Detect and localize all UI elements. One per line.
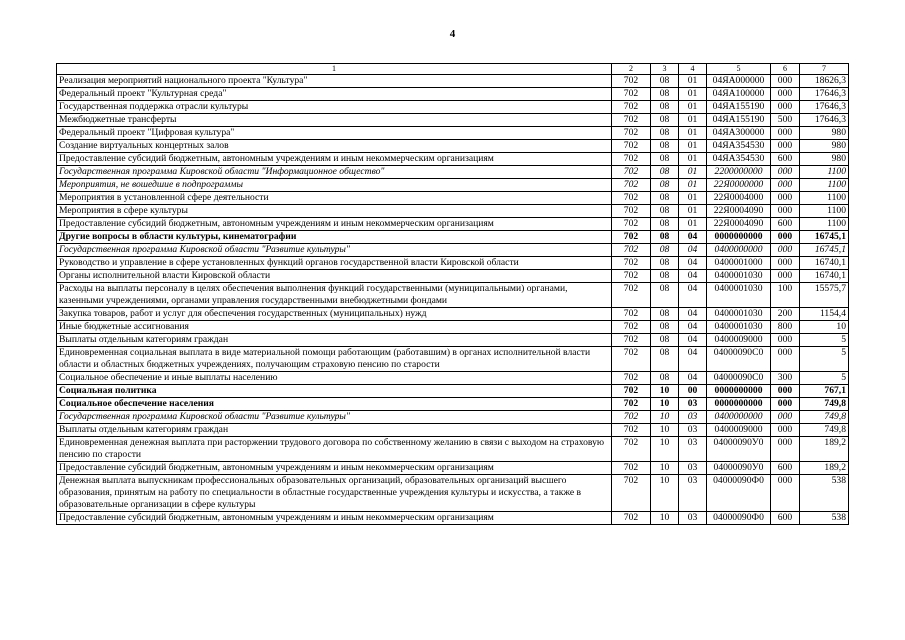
row-target-code: 04000090У0	[707, 462, 771, 475]
row-expense-type-code: 000	[771, 475, 800, 512]
table-row	[57, 462, 849, 475]
row-amount: 189,2	[800, 437, 849, 462]
row-target-code: 0400000000	[707, 244, 771, 257]
row-expense-type-code: 000	[771, 101, 800, 114]
row-name: Мероприятия, не вошедшие в подпрограммы	[57, 179, 612, 192]
row-ministry-code: 702	[612, 308, 651, 321]
row-amount: 1100	[800, 192, 849, 205]
row-name: Социальное обеспечение и иные выплаты населению	[57, 372, 612, 385]
row-ministry-code: 702	[612, 127, 651, 140]
row-subsection-code: 04	[679, 334, 707, 347]
row-subsection-code: 03	[679, 398, 707, 411]
row-subsection-code: 01	[679, 140, 707, 153]
table-row	[57, 75, 849, 88]
table-row	[57, 437, 849, 462]
row-name: Предоставление субсидий бюджетным, автономным учреждениям и иным некоммерческим организациям	[57, 512, 612, 525]
row-name: Федеральный проект "Цифровая культура"	[57, 127, 612, 140]
row-section-code: 08	[651, 321, 679, 334]
row-ministry-code: 702	[612, 140, 651, 153]
row-target-code: 0000000000	[707, 385, 771, 398]
row-name: Социальная политика	[57, 385, 612, 398]
row-subsection-code: 04	[679, 308, 707, 321]
row-ministry-code: 702	[612, 153, 651, 166]
row-ministry-code: 702	[612, 75, 651, 88]
row-name: Другие вопросы в области культуры, кинематографии	[57, 231, 612, 244]
row-target-code: 0400001000	[707, 257, 771, 270]
table-row	[57, 205, 849, 218]
row-name: Мероприятия в сфере культуры	[57, 205, 612, 218]
row-ministry-code: 702	[612, 411, 651, 424]
row-name: Межбюджетные трансферты	[57, 114, 612, 127]
row-subsection-code: 01	[679, 88, 707, 101]
row-ministry-code: 702	[612, 270, 651, 283]
header-row	[57, 64, 849, 75]
row-subsection-code: 04	[679, 347, 707, 372]
table-row	[57, 257, 849, 270]
row-amount: 1100	[800, 205, 849, 218]
row-amount: 16740,1	[800, 257, 849, 270]
row-amount: 749,8	[800, 424, 849, 437]
row-target-code: 0400009000	[707, 334, 771, 347]
row-subsection-code: 00	[679, 385, 707, 398]
row-ministry-code: 702	[612, 475, 651, 512]
row-name: Органы исполнительной власти Кировской области	[57, 270, 612, 283]
table-row	[57, 166, 849, 179]
row-amount: 17646,3	[800, 114, 849, 127]
row-name: Единовременная социальная выплата в виде материальной помощи работающим (работавшим) в органах исполнительной власти области и областных бюджетных учреждениях, получающим страховую пенсию по старости	[57, 347, 612, 372]
row-section-code: 10	[651, 462, 679, 475]
table-row	[57, 347, 849, 372]
row-ministry-code: 702	[612, 334, 651, 347]
col-header-5: 5	[707, 64, 771, 75]
row-amount: 538	[800, 512, 849, 525]
table-row	[57, 424, 849, 437]
row-subsection-code: 01	[679, 166, 707, 179]
row-section-code: 08	[651, 114, 679, 127]
row-subsection-code: 04	[679, 321, 707, 334]
row-subsection-code: 01	[679, 101, 707, 114]
row-expense-type-code: 300	[771, 372, 800, 385]
row-target-code: 04ЯА100000	[707, 88, 771, 101]
row-expense-type-code: 000	[771, 257, 800, 270]
row-amount: 749,8	[800, 398, 849, 411]
row-expense-type-code: 000	[771, 347, 800, 372]
row-ministry-code: 702	[612, 424, 651, 437]
row-expense-type-code: 000	[771, 75, 800, 88]
row-amount: 16745,1	[800, 244, 849, 257]
row-name: Федеральный проект "Культурная среда"	[57, 88, 612, 101]
col-header-7: 7	[800, 64, 849, 75]
row-expense-type-code: 000	[771, 179, 800, 192]
row-ministry-code: 702	[612, 347, 651, 372]
row-section-code: 08	[651, 218, 679, 231]
row-expense-type-code: 000	[771, 88, 800, 101]
row-name: Иные бюджетные ассигнования	[57, 321, 612, 334]
row-amount: 18626,3	[800, 75, 849, 88]
row-section-code: 08	[651, 140, 679, 153]
row-target-code: 0000000000	[707, 398, 771, 411]
row-amount: 1154,4	[800, 308, 849, 321]
row-name: Руководство и управление в сфере установленных функций органов государственной власти Кировской области	[57, 257, 612, 270]
row-section-code: 08	[651, 88, 679, 101]
row-subsection-code: 01	[679, 192, 707, 205]
table-row	[57, 411, 849, 424]
row-section-code: 08	[651, 127, 679, 140]
row-expense-type-code: 800	[771, 321, 800, 334]
row-ministry-code: 702	[612, 205, 651, 218]
row-amount: 1100	[800, 179, 849, 192]
table-row	[57, 101, 849, 114]
table-row	[57, 244, 849, 257]
row-ministry-code: 702	[612, 257, 651, 270]
row-expense-type-code: 200	[771, 308, 800, 321]
row-amount: 189,2	[800, 462, 849, 475]
row-target-code: 0400001030	[707, 283, 771, 308]
row-amount: 1100	[800, 218, 849, 231]
row-amount: 17646,3	[800, 88, 849, 101]
row-ministry-code: 702	[612, 218, 651, 231]
row-target-code: 04000090Ф0	[707, 475, 771, 512]
table-row	[57, 114, 849, 127]
row-target-code: 0400001030	[707, 308, 771, 321]
row-amount: 767,1	[800, 385, 849, 398]
row-expense-type-code: 000	[771, 398, 800, 411]
row-section-code: 10	[651, 398, 679, 411]
table-body	[57, 75, 849, 525]
row-ministry-code: 702	[612, 283, 651, 308]
row-target-code: 04000090С0	[707, 372, 771, 385]
row-expense-type-code: 000	[771, 166, 800, 179]
row-amount: 749,8	[800, 411, 849, 424]
row-subsection-code: 04	[679, 372, 707, 385]
row-subsection-code: 04	[679, 283, 707, 308]
col-header-2: 2	[612, 64, 651, 75]
row-expense-type-code: 000	[771, 437, 800, 462]
table-row	[57, 321, 849, 334]
row-section-code: 08	[651, 101, 679, 114]
row-target-code: 0400009000	[707, 424, 771, 437]
row-expense-type-code: 000	[771, 334, 800, 347]
row-section-code: 10	[651, 475, 679, 512]
row-ministry-code: 702	[612, 385, 651, 398]
row-ministry-code: 702	[612, 166, 651, 179]
row-name: Государственная программа Кировской области "Развитие культуры"	[57, 411, 612, 424]
row-section-code: 08	[651, 257, 679, 270]
row-subsection-code: 03	[679, 462, 707, 475]
row-subsection-code: 03	[679, 424, 707, 437]
table-row	[57, 140, 849, 153]
row-section-code: 10	[651, 385, 679, 398]
row-target-code: 04ЯА155190	[707, 101, 771, 114]
row-target-code: 0400001030	[707, 321, 771, 334]
row-subsection-code: 01	[679, 127, 707, 140]
row-section-code: 08	[651, 179, 679, 192]
row-section-code: 10	[651, 512, 679, 525]
row-name: Государственная программа Кировской области "Развитие культуры"	[57, 244, 612, 257]
row-target-code: 04ЯА300000	[707, 127, 771, 140]
row-expense-type-code: 600	[771, 512, 800, 525]
row-expense-type-code: 000	[771, 192, 800, 205]
row-expense-type-code: 000	[771, 411, 800, 424]
row-subsection-code: 01	[679, 153, 707, 166]
table-row	[57, 283, 849, 308]
row-target-code: 0000000000	[707, 231, 771, 244]
row-expense-type-code: 500	[771, 114, 800, 127]
table-row	[57, 153, 849, 166]
row-ministry-code: 702	[612, 114, 651, 127]
row-expense-type-code: 100	[771, 283, 800, 308]
row-amount: 980	[800, 140, 849, 153]
row-amount: 5	[800, 334, 849, 347]
row-section-code: 08	[651, 270, 679, 283]
row-name: Единовременная денежная выплата при расторжении трудового договора по собственному желанию в связи с выходом на страховую пенсию по старости	[57, 437, 612, 462]
row-subsection-code: 03	[679, 475, 707, 512]
row-name: Реализация мероприятий национального проекта "Культура"	[57, 75, 612, 88]
row-name: Предоставление субсидий бюджетным, автономным учреждениям и иным некоммерческим организациям	[57, 462, 612, 475]
row-name: Мероприятия в установленной сфере деятельности	[57, 192, 612, 205]
row-section-code: 10	[651, 424, 679, 437]
table-row	[57, 88, 849, 101]
table-row	[57, 127, 849, 140]
row-subsection-code: 01	[679, 75, 707, 88]
row-name: Социальное обеспечение населения	[57, 398, 612, 411]
row-name: Предоставление субсидий бюджетным, автономным учреждениям и иным некоммерческим организациям	[57, 218, 612, 231]
row-section-code: 08	[651, 244, 679, 257]
row-amount: 16745,1	[800, 231, 849, 244]
row-ministry-code: 702	[612, 192, 651, 205]
budget-table	[56, 63, 849, 525]
row-amount: 980	[800, 153, 849, 166]
table-row	[57, 398, 849, 411]
col-header-6: 6	[771, 64, 800, 75]
row-name: Государственная программа Кировской области "Информационное общество"	[57, 166, 612, 179]
table-row	[57, 231, 849, 244]
table-row	[57, 308, 849, 321]
table-row	[57, 512, 849, 525]
row-target-code: 04ЯА000000	[707, 75, 771, 88]
row-section-code: 10	[651, 411, 679, 424]
table-row	[57, 385, 849, 398]
table-row	[57, 192, 849, 205]
row-subsection-code: 04	[679, 270, 707, 283]
row-section-code: 08	[651, 153, 679, 166]
row-ministry-code: 702	[612, 321, 651, 334]
row-ministry-code: 702	[612, 231, 651, 244]
row-amount: 5	[800, 347, 849, 372]
row-expense-type-code: 600	[771, 462, 800, 475]
row-subsection-code: 01	[679, 179, 707, 192]
table-row	[57, 218, 849, 231]
row-subsection-code: 04	[679, 244, 707, 257]
row-ministry-code: 702	[612, 179, 651, 192]
table-row	[57, 372, 849, 385]
table-row	[57, 270, 849, 283]
row-section-code: 08	[651, 372, 679, 385]
row-ministry-code: 702	[612, 101, 651, 114]
row-target-code: 0400001030	[707, 270, 771, 283]
row-target-code: 22Я0004000	[707, 192, 771, 205]
row-target-code: 04ЯА354530	[707, 153, 771, 166]
row-ministry-code: 702	[612, 88, 651, 101]
row-amount: 1100	[800, 166, 849, 179]
row-section-code: 08	[651, 347, 679, 372]
table-row	[57, 475, 849, 512]
row-name: Закупка товаров, работ и услуг для обеспечения государственных (муниципальных) нужд	[57, 308, 612, 321]
row-expense-type-code: 000	[771, 127, 800, 140]
row-subsection-code: 03	[679, 437, 707, 462]
row-section-code: 08	[651, 192, 679, 205]
row-expense-type-code: 000	[771, 424, 800, 437]
row-amount: 16740,1	[800, 270, 849, 283]
row-expense-type-code: 600	[771, 153, 800, 166]
row-expense-type-code: 000	[771, 231, 800, 244]
row-ministry-code: 702	[612, 462, 651, 475]
row-target-code: 04000090У0	[707, 437, 771, 462]
row-expense-type-code: 000	[771, 270, 800, 283]
row-subsection-code: 01	[679, 114, 707, 127]
page-number: 4	[449, 28, 456, 40]
row-subsection-code: 01	[679, 205, 707, 218]
row-subsection-code: 01	[679, 218, 707, 231]
row-amount: 538	[800, 475, 849, 512]
row-subsection-code: 03	[679, 411, 707, 424]
row-ministry-code: 702	[612, 398, 651, 411]
row-expense-type-code: 600	[771, 218, 800, 231]
row-subsection-code: 04	[679, 231, 707, 244]
row-section-code: 08	[651, 166, 679, 179]
col-header-3: 3	[651, 64, 679, 75]
row-name: Создание виртуальных концертных залов	[57, 140, 612, 153]
row-name: Государственная поддержка отрасли культуры	[57, 101, 612, 114]
row-target-code: 04000090Ф0	[707, 512, 771, 525]
row-expense-type-code: 000	[771, 244, 800, 257]
row-section-code: 08	[651, 334, 679, 347]
row-name: Выплаты отдельным категориям граждан	[57, 334, 612, 347]
row-expense-type-code: 000	[771, 385, 800, 398]
row-expense-type-code: 000	[771, 205, 800, 218]
row-amount: 5	[800, 372, 849, 385]
table-row	[57, 334, 849, 347]
row-amount: 17646,3	[800, 101, 849, 114]
row-section-code: 08	[651, 308, 679, 321]
row-section-code: 10	[651, 437, 679, 462]
row-ministry-code: 702	[612, 372, 651, 385]
row-section-code: 08	[651, 231, 679, 244]
row-ministry-code: 702	[612, 512, 651, 525]
row-section-code: 08	[651, 205, 679, 218]
row-subsection-code: 03	[679, 512, 707, 525]
row-target-code: 0400000000	[707, 411, 771, 424]
row-ministry-code: 702	[612, 437, 651, 462]
row-amount: 10	[800, 321, 849, 334]
row-subsection-code: 04	[679, 257, 707, 270]
row-name: Предоставление субсидий бюджетным, автономным учреждениям и иным некоммерческим организациям	[57, 153, 612, 166]
row-name: Денежная выплата выпускникам профессиональных образовательных организаций, образовательных организаций высшего образования, принятым на работу по специальности в областные государственные учреждения культуры и искусства, а также в образовательные организации в сфере культуры	[57, 475, 612, 512]
col-header-1: 1	[57, 64, 612, 75]
row-ministry-code: 702	[612, 244, 651, 257]
row-expense-type-code: 000	[771, 140, 800, 153]
row-section-code: 08	[651, 283, 679, 308]
row-name: Выплаты отдельным категориям граждан	[57, 424, 612, 437]
row-target-code: 22Я0004090	[707, 205, 771, 218]
row-section-code: 08	[651, 75, 679, 88]
row-target-code: 22Я0000000	[707, 179, 771, 192]
row-target-code: 04ЯА155190	[707, 114, 771, 127]
col-header-4: 4	[679, 64, 707, 75]
row-name: Расходы на выплаты персоналу в целях обеспечения выполнения функций государственными (муниципальными) органами, казенными учреждениями, органами управления государственными внебюджетными фондами	[57, 283, 612, 308]
row-target-code: 2200000000	[707, 166, 771, 179]
row-target-code: 22Я0004090	[707, 218, 771, 231]
row-amount: 980	[800, 127, 849, 140]
row-target-code: 04ЯА354530	[707, 140, 771, 153]
row-amount: 15575,7	[800, 283, 849, 308]
table-row	[57, 179, 849, 192]
row-target-code: 04000090С0	[707, 347, 771, 372]
